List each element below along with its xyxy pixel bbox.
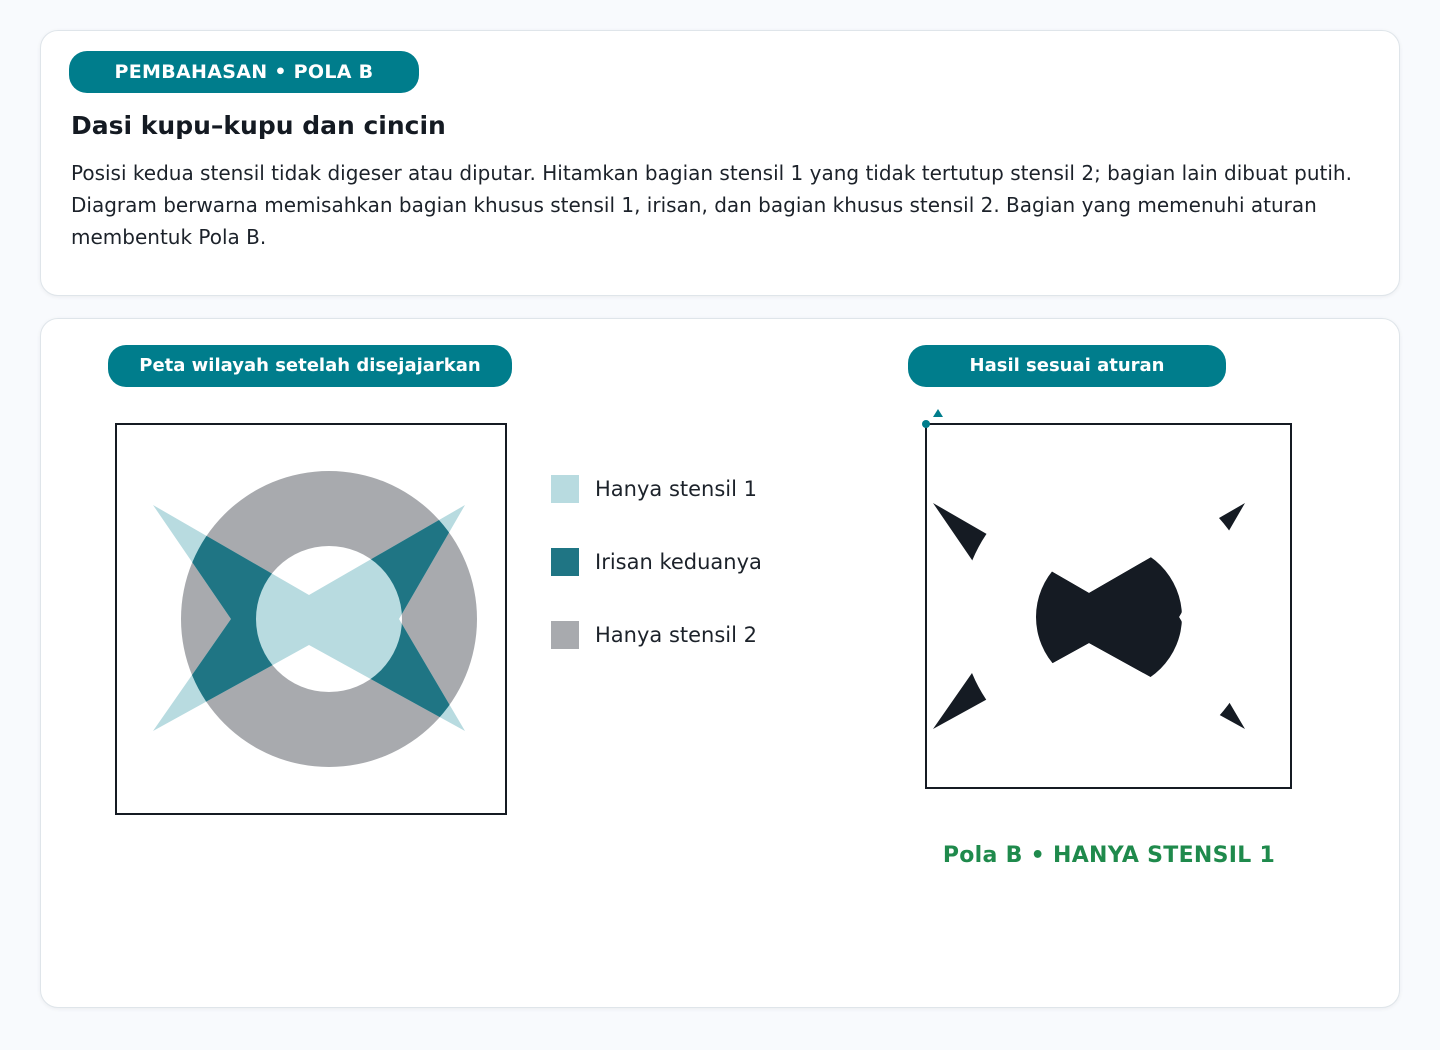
legend-label-stencil-1: Hanya stensil 1 <box>595 477 757 501</box>
diagram-card <box>40 318 1400 1008</box>
legend-label-stencil-2: Hanya stensil 2 <box>595 623 757 647</box>
result-diagram <box>919 405 1295 795</box>
legend-swatch-stencil-2 <box>551 621 579 649</box>
overlay-diagram <box>115 423 507 815</box>
legend-label-intersection: Irisan keduanya <box>595 550 762 574</box>
origin-marker-dot <box>922 420 930 428</box>
result-panel-label: Hasil sesuai aturan <box>908 345 1226 387</box>
description-text: Posisi kedua stensil tidak digeser atau diputar. Hitamkan bagian stensil 1 yang tidak tertutup stensil 2; bagian lain dibuat putih. Diagram berwarna memisahkan bagian khusus stensil 1, irisan, dan bagian khusus stensil 2. Bagian yang memenuhi aturan membentuk Pola B. <box>71 161 1352 249</box>
result-caption: Pola B • HANYA STENSIL 1 <box>942 843 1276 868</box>
overlay-panel-label: Peta wilayah setelah disejajarkan <box>108 345 512 387</box>
explanation-card <box>40 30 1400 296</box>
legend-swatch-intersection <box>551 548 579 576</box>
page-title: Dasi kupu–kupu dan cincin <box>71 111 446 140</box>
legend-swatch-stencil-1 <box>551 475 579 503</box>
section-badge: PEMBAHASAN • POLA B <box>69 51 419 93</box>
origin-marker-triangle <box>933 409 943 417</box>
